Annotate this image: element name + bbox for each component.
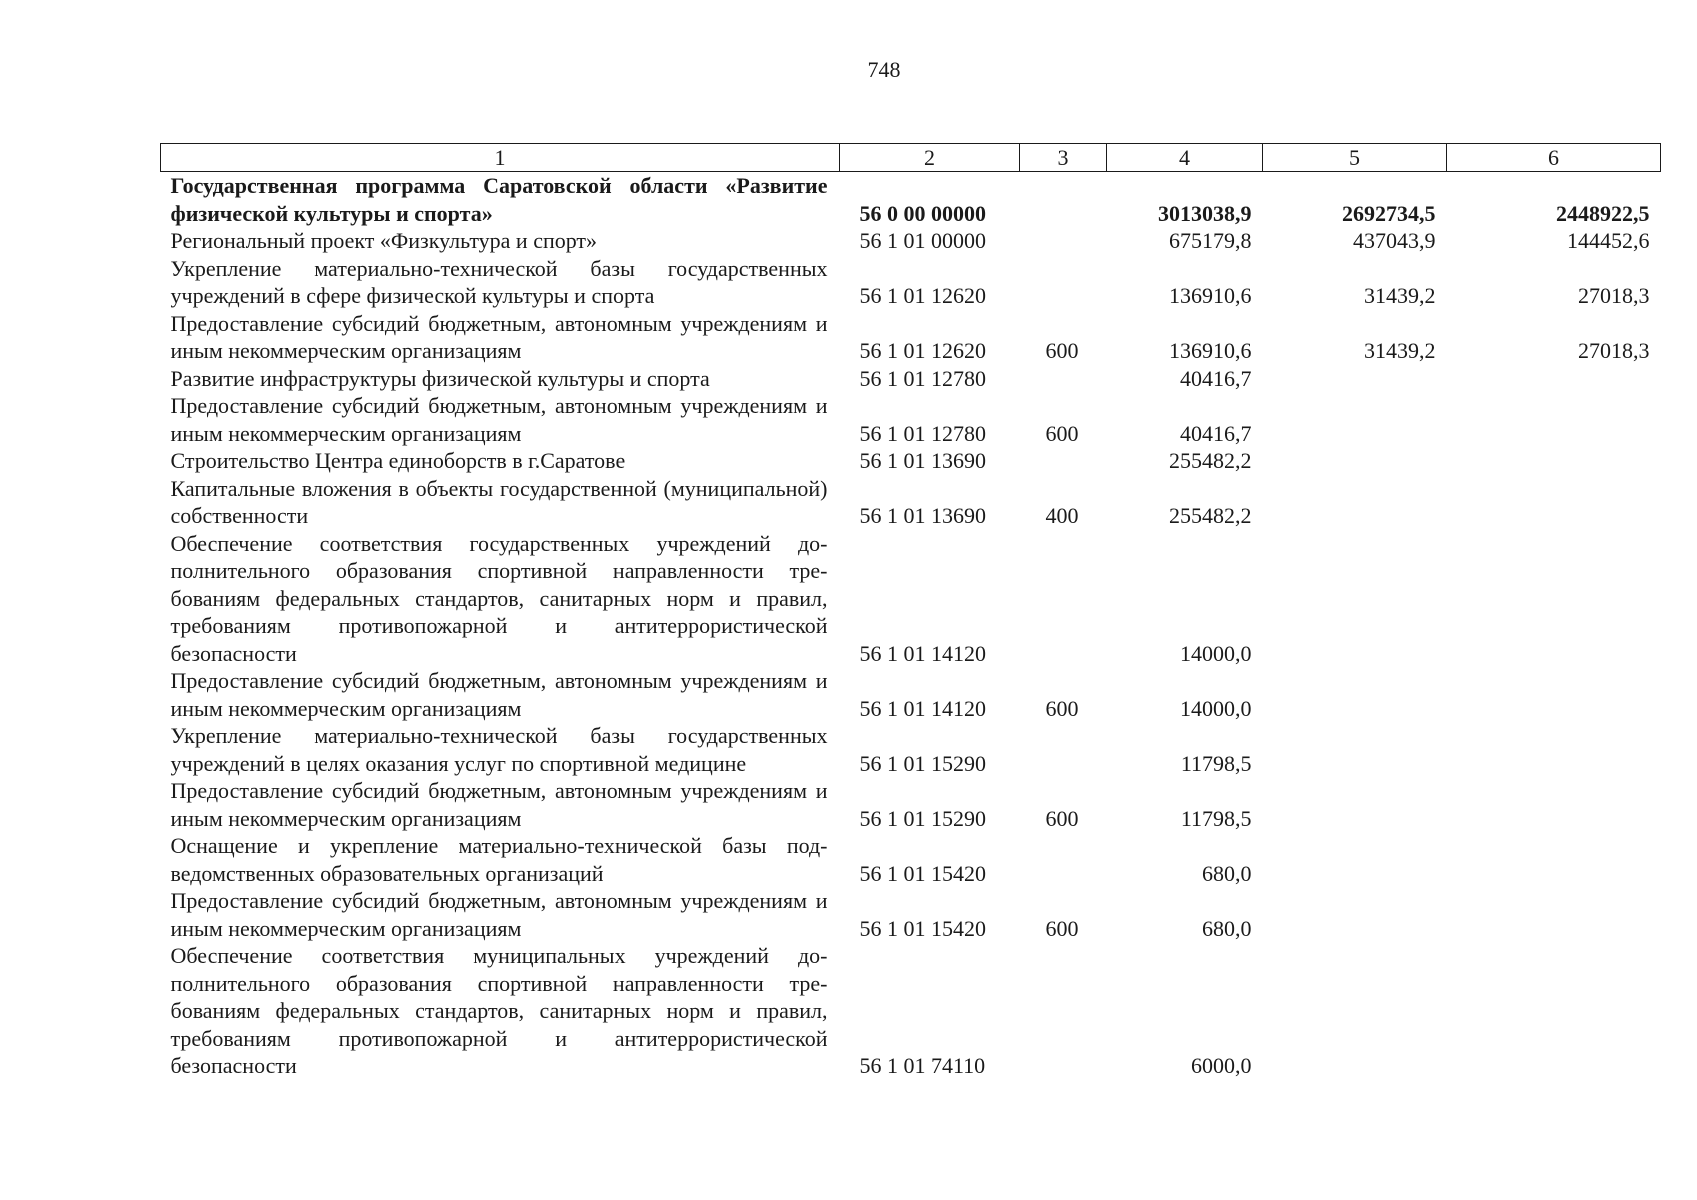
row-code: 56 1 01 15290 [859, 805, 986, 831]
row-value-col4: 14000,0 [1180, 640, 1252, 666]
row-code: 56 1 01 12620 [859, 283, 986, 308]
row-name: Предоставление субсидий бюджетным, автономным учреждениям и иным некоммерческим организациям [170, 393, 828, 446]
table-row [161, 447, 1661, 475]
row-name: Государственная программа Саратовской области «Развитие физической культуры и спорта» [170, 173, 828, 226]
header-cell-6: 6 [1447, 144, 1661, 172]
row-value-col6 [1447, 887, 1661, 942]
row-name: Предоставление субсидий бюджетным, автономным учреждениям и иным некоммерческим организациям [170, 888, 828, 941]
row-code: 56 1 01 15420 [859, 915, 986, 941]
header-cell-1: 1 [161, 144, 840, 172]
table-row [161, 887, 1661, 942]
row-value-col5 [1263, 475, 1447, 530]
row-value-col6 [1447, 777, 1661, 832]
header-cell-2: 2 [840, 144, 1020, 172]
row-expense-type [1020, 255, 1107, 310]
row-name: Капитальные вложения в объекты государственной (муниципальной) собственности [170, 475, 828, 528]
row-expense-type [1020, 942, 1107, 1080]
row-name: Региональный проект «Физкультура и спорт» [170, 228, 598, 253]
table-row [161, 530, 1661, 668]
row-value-col4: 255482,2 [1169, 503, 1252, 528]
row-value-col5 [1263, 777, 1447, 832]
row-code: 56 1 01 13690 [859, 448, 986, 473]
page-number: 748 [867, 57, 901, 82]
table-row [161, 227, 1661, 255]
row-value-col6 [1447, 365, 1661, 393]
header-cell-5: 5 [1263, 144, 1447, 172]
row-expense-type: 600 [1045, 805, 1079, 831]
row-name: Оснащение и укрепление материально-технической базы подведомственных образовательных организаций [170, 833, 828, 886]
row-value-col4: 11798,5 [1180, 805, 1252, 831]
row-code: 56 1 01 74110 [859, 1053, 986, 1078]
row-expense-type [1020, 722, 1107, 777]
row-name: Предоставление субсидий бюджетным, автономным учреждениям и иным некоммерческим организациям [170, 310, 828, 363]
row-value-col4: 680,0 [1202, 915, 1252, 941]
row-value-col6 [1447, 475, 1661, 530]
row-value-col4: 14000,0 [1180, 695, 1252, 721]
table-row [161, 832, 1661, 887]
row-value-col4: 6000,0 [1191, 1053, 1252, 1078]
row-value-col4: 40416,7 [1180, 420, 1252, 446]
row-name: Укрепление материально-технической базы государственных учреждений в целях оказания услуг по спортивной медицине [170, 723, 828, 776]
row-value-col5 [1263, 392, 1447, 447]
row-value-col6: 2448922,5 [1556, 200, 1650, 226]
row-value-col4: 255482,2 [1169, 448, 1252, 473]
header-cell-3: 3 [1020, 144, 1107, 172]
table-row [161, 942, 1661, 1080]
row-code: 56 1 01 00000 [859, 228, 986, 253]
row-name: Развитие инфраструктуры физической культуры и спорта [170, 365, 710, 391]
table-row [161, 667, 1661, 722]
row-name: Обеспечение соответствия муниципальных учреждений дополнительного образования спортивной направленности требованиям федеральных стандартов, санитарных норм и правил, требованиям противопожарной и антитеррористической безопасности [170, 943, 828, 1078]
row-expense-type: 600 [1045, 420, 1079, 446]
row-code: 56 1 01 12780 [859, 420, 986, 446]
row-value-col5 [1263, 365, 1447, 393]
table-row [161, 392, 1661, 447]
row-code: 56 1 01 12620 [859, 338, 986, 363]
row-name: Предоставление субсидий бюджетным, автономным учреждениям и иным некоммерческим организациям [170, 778, 828, 831]
row-expense-type [1020, 447, 1107, 475]
row-value-col6: 27018,3 [1578, 338, 1650, 363]
row-code: 56 1 01 15420 [859, 860, 986, 886]
row-value-col5 [1263, 530, 1447, 668]
row-value-col5: 2692734,5 [1342, 200, 1436, 226]
row-value-col6 [1447, 530, 1661, 668]
row-code: 56 1 01 15290 [859, 750, 986, 776]
row-value-col4: 680,0 [1202, 860, 1252, 886]
row-value-col5: 31439,2 [1364, 338, 1436, 363]
row-value-col5 [1263, 722, 1447, 777]
row-expense-type [1020, 832, 1107, 887]
row-value-col6: 144452,6 [1567, 228, 1650, 253]
row-value-col6 [1447, 832, 1661, 887]
row-value-col4: 11798,5 [1180, 750, 1252, 776]
table-row [161, 475, 1661, 530]
row-expense-type: 600 [1045, 695, 1079, 721]
row-code: 56 1 01 14120 [859, 640, 986, 666]
table-body [161, 172, 1661, 1080]
row-value-col5: 437043,9 [1353, 228, 1436, 253]
row-value-col4: 675179,8 [1169, 228, 1252, 253]
budget-table [160, 143, 1661, 1080]
table-row [161, 777, 1661, 832]
row-name: Укрепление материально-технической базы государственных учреждений в сфере физической культуры и спорта [170, 255, 828, 308]
table-row [161, 172, 1661, 228]
row-value-col6 [1447, 667, 1661, 722]
row-expense-type [1020, 227, 1107, 255]
row-name: Строительство Центра единоборств в г.Саратове [170, 448, 626, 473]
row-value-col6 [1447, 447, 1661, 475]
row-value-col5 [1263, 832, 1447, 887]
table-row [161, 255, 1661, 310]
header-cell-4: 4 [1107, 144, 1263, 172]
row-value-col5 [1263, 447, 1447, 475]
row-value-col6: 27018,3 [1578, 283, 1650, 308]
row-value-col6 [1447, 722, 1661, 777]
row-value-col6 [1447, 392, 1661, 447]
table-row [161, 310, 1661, 365]
row-value-col4: 136910,6 [1169, 283, 1252, 308]
row-value-col6 [1447, 942, 1661, 1080]
row-value-col5: 31439,2 [1364, 283, 1436, 308]
row-expense-type [1020, 530, 1107, 668]
row-expense-type: 600 [1045, 338, 1079, 363]
row-expense-type [1020, 172, 1107, 228]
row-value-col4: 40416,7 [1180, 365, 1252, 391]
row-code: 56 1 01 12780 [859, 365, 986, 391]
row-value-col5 [1263, 942, 1447, 1080]
row-code: 56 1 01 14120 [859, 695, 986, 721]
row-value-col5 [1263, 887, 1447, 942]
row-code: 56 1 01 13690 [859, 503, 986, 528]
row-expense-type: 400 [1045, 503, 1079, 528]
row-code: 56 0 00 00000 [859, 200, 986, 226]
table-row [161, 722, 1661, 777]
row-value-col4: 136910,6 [1169, 338, 1252, 363]
row-value-col4: 3013038,9 [1158, 200, 1252, 226]
table-row [161, 365, 1661, 393]
row-name: Предоставление субсидий бюджетным, автономным учреждениям и иным некоммерческим организациям [170, 668, 828, 721]
row-name: Обеспечение соответствия государственных учреждений дополнительного образования спортивной направленности требованиям федеральных стандартов, санитарных норм и правил, требованиям противопожарной и антитеррористической безопасности [170, 530, 828, 666]
header-row [161, 144, 1661, 172]
row-expense-type: 600 [1045, 915, 1079, 941]
table-header [161, 144, 1661, 172]
row-expense-type [1020, 365, 1107, 393]
row-value-col5 [1263, 667, 1447, 722]
